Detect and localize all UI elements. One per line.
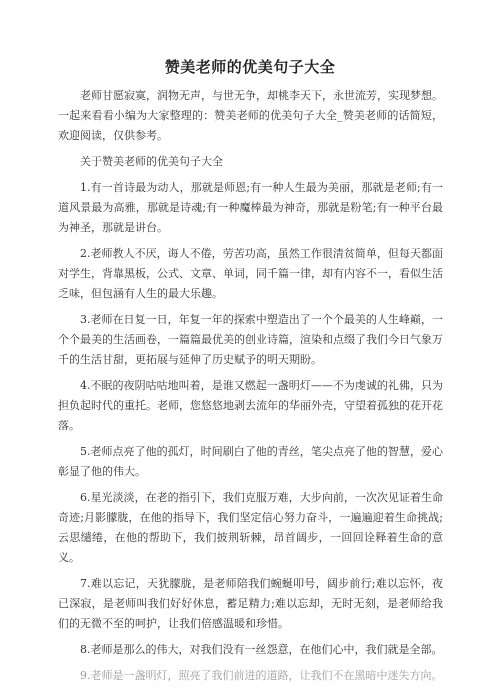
list-item: 3.老师在日复一日，年复一年的探索中塑造出了一个个最美的人生峰巅，一个个最美的生活画卷，一篇篇最优美的创业诗篇，渲染和点缀了我们今日气象万千的生活甘甜，更拓展与延伸了历史赋予的明天期盼。 [58, 313, 443, 366]
list-item: 4.不眠的夜阴咕咕地叫着，是谁又燃起一盏明灯——不为虔诚的礼佛，只为担负起时代的重托。老师，您悠悠地剥去流年的华丽外壳，守望着孤独的花开花落。 [58, 379, 443, 432]
list-item: 7.难以忘记，天犹朦胧，是老师陪我们蜿蜒叩号，阔步前行;难以忘怀，夜已深寂，是老师叫我们好好休息，蓄足精力;难以忘却，无时无刻，是老师给我们的无微不至的呵护，让我们倍感温暖和珍惜。 [58, 577, 443, 630]
page-title: 赞美老师的优美句子大全 [164, 58, 336, 76]
section-heading: 关于赞美老师的优美句子大全 [80, 155, 223, 168]
article-body [58, 86, 443, 692]
list-item: 8.老师是那么的伟大，对我们没有一丝怨意，在他们心中，我们就是全部。 [80, 643, 443, 656]
list-item: 1.有一首诗最为动人，那就是师恩;有一种人生最为美丽，那就是老师;有一道风景最为高雅，那就是诗魂;有一种魔棒最为神奇，那就是粉笔;有一种平台最为神圣，那就是讲台。 [58, 181, 443, 234]
intro-paragraph: 老师甘愿寂寞，润物无声，与世无争，却桃李天下，永世流芳，实现梦想。一起来看看小编为大家整理的：赞美老师的优美句子大全_赞美老师的话简短，欢迎阅读，仅供参考。 [58, 89, 443, 142]
list-item: 2.老师教人不厌，诲人不倦，劳苦功高，虽然工作很清贫简单，但每天都面对学生，背靠黑板，公式、文章、单词，同千篇一律，却有内容不一，看似生活乏味，但包涵有人生的最大乐趣。 [58, 247, 443, 300]
list-item: 5.老师点亮了他的孤灯，时间刷白了他的青丝，笔尖点亮了他的智慧，爱心彰显了他的伟大。 [58, 445, 443, 478]
list-item: 6.星光淡淡，在老的指引下，我们克服万难，大步向前，一次次见证着生命奇迹;月影朦胧，在他的指导下，我们坚定信心努力奋斗，一遍遍迎着生命挑战;云思缱绻，在他的帮助下，我们披荆斩棘，昂首阔步，一回回诠释着生命的意义。 [58, 491, 443, 564]
list-item-partial: 9.老师是一盏明灯，照亮了我们前进的道路，让我们不在黑暗中迷失方向。 [80, 669, 443, 682]
